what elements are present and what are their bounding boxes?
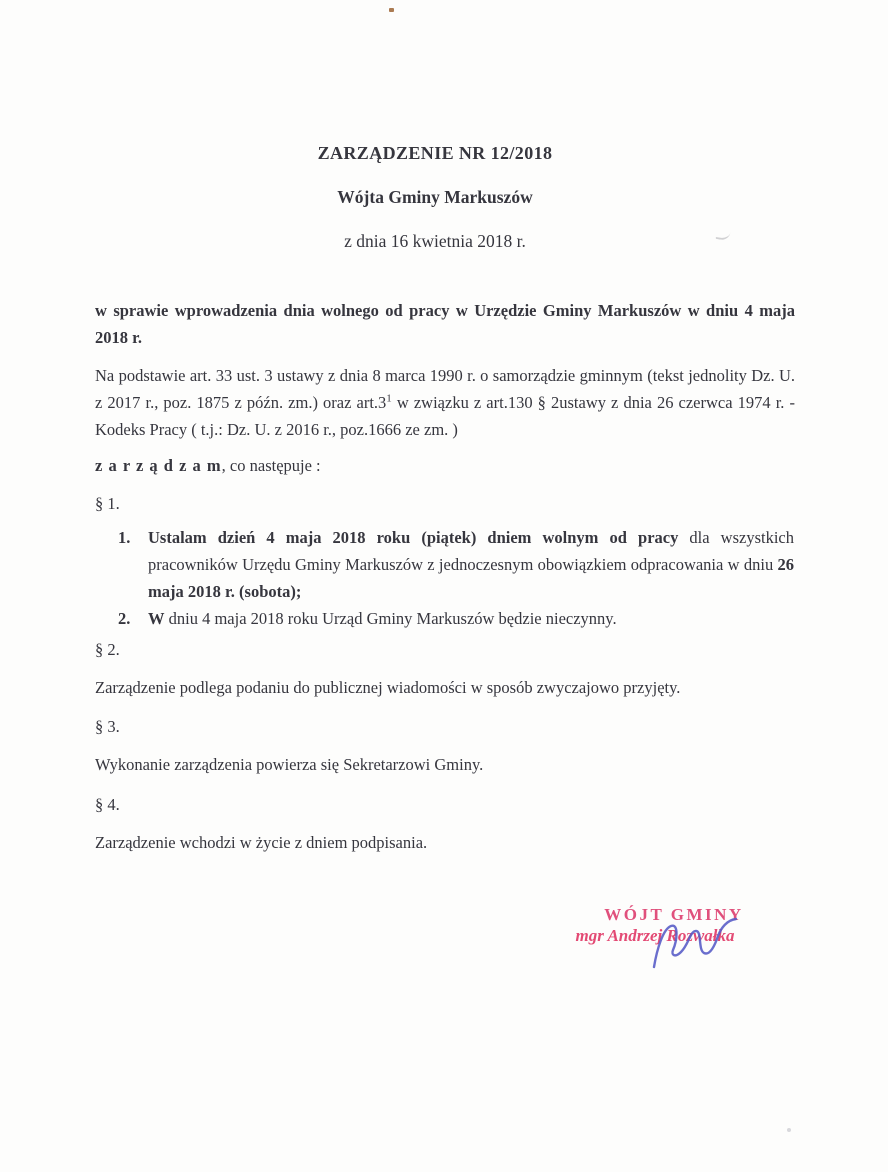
list-item-1-middle: dla wszystkich pracowników Urzędu Gminy Markuszów z jednoczesnym obowiązkiem odpracowania w dniu [148,528,794,574]
section-2-mark: § 2. [95,640,120,659]
legal-basis-part2: w związku z art.130 § 2ustawy z dnia 26 czerwca 1974 r. - Kodeks Pracy ( t.j.: Dz. U. z 2016 r., poz.1666 ze zm. ) [95,393,795,439]
section-4-mark: § 4. [95,795,120,814]
scan-artifact-speck [787,1128,791,1132]
legal-basis-superscript: 1 [386,392,392,405]
ordered-list [118,524,794,632]
list-item-1-bold-lead: Ustalam dzień 4 maja 2018 roku (piątek) dniem wolnym od pracy [148,528,679,547]
list-item-1 [118,524,794,605]
list-item-2-text [148,605,617,632]
legal-basis-paragraph [95,362,795,443]
list-item-2 [118,605,794,632]
execution-paragraph: Wykonanie zarządzenia powierza się Sekretarzowi Gminy. [95,755,484,774]
ordain-rest: , co następuje : [221,456,321,475]
list-item-2-rest: dniu 4 maja 2018 roku Urząd Gminy Markuszów będzie nieczynny. [164,609,617,628]
ordain-keyword: z a r z ą d z a m [95,456,222,475]
ordinance-number-title: ZARZĄDZENIE NR 12/2018 [317,143,553,163]
ordain-line [95,452,795,479]
effective-date-paragraph: Zarządzenie wchodzi w życie z dniem podpisania. [95,833,428,852]
handwritten-signature-ink [648,917,740,969]
section-3-mark: § 3. [95,717,120,736]
publication-paragraph: Zarządzenie podlega podaniu do publicznej wiadomości w sposób zwyczajowo przyjęty. [95,678,681,697]
signature-block [560,905,760,946]
issuer-title: Wójta Gminy Markuszów [337,187,533,207]
list-item-2-bold-lead: W [148,609,165,628]
list-item-1-text [148,524,794,605]
list-item-1-bold-tail: 26 maja 2018 r. (sobota); [148,555,794,601]
scan-artifact-dot [389,8,394,12]
issue-date-line: z dnia 16 kwietnia 2018 r. [344,231,526,251]
section-1-mark: § 1. [95,494,120,513]
subject-paragraph: w sprawie wprowadzenia dnia wolnego od pracy w Urzędzie Gminy Markuszów w dniu 4 maja 2018 r. [95,301,795,347]
stamp-title: WÓJT GMINY [604,905,744,924]
list-item-1-number: 1. [118,528,131,547]
legal-basis-part1: Na podstawie art. 33 ust. 3 ustawy z dnia 8 marca 1990 r. o samorządzie gminnym (tekst jednolity Dz. U. z 2017 r., poz. 1875 z późn. zm.) oraz art.3 [95,366,795,412]
stamp-name: mgr Andrzej Rozwałka [575,926,735,945]
list-item-2-number: 2. [118,609,131,628]
document-header [95,143,793,252]
